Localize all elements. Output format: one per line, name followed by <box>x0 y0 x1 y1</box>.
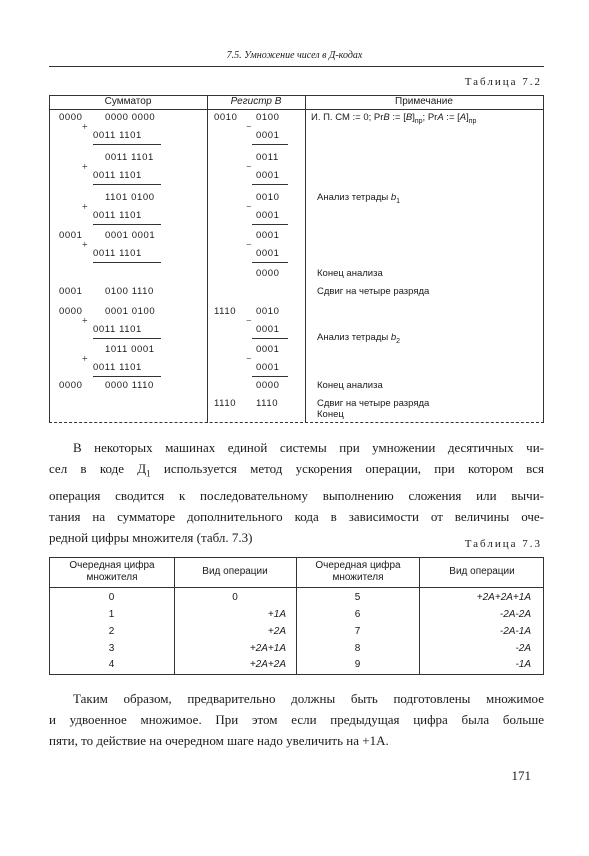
t73-operation: -2A-2A <box>499 609 531 620</box>
t72-reg2: 0010 <box>256 306 280 317</box>
t72-sum: 0011 1101 <box>93 362 142 373</box>
t72-note: Сдвиг на четыре разряда <box>317 286 430 297</box>
t72-reg2: 0011 <box>256 152 279 163</box>
t73-digit: 7 <box>354 626 361 637</box>
t72-sum: 0011 1101 <box>93 210 142 221</box>
t72-plus-sign: + <box>82 354 88 365</box>
t72-plus-sign: + <box>82 316 88 327</box>
t72-underline <box>252 338 288 339</box>
t72-reg2: 0001 <box>256 362 280 373</box>
t72-reg2: 0001 <box>256 248 280 259</box>
page-number: 171 <box>511 768 531 783</box>
t73-digit: 0 <box>108 592 115 603</box>
t73-operation: +1A <box>267 609 286 620</box>
t72-plus-sign: + <box>82 240 88 251</box>
t73-operation: +2A+2A <box>249 659 286 670</box>
t72-sum: 1101 0100 <box>105 192 155 203</box>
t72-reg2: 0000 <box>256 268 280 279</box>
t72-reg2: 0010 <box>256 192 280 203</box>
t72-reg2: 0001 <box>256 130 280 141</box>
t72-minus-sign: − <box>246 202 252 213</box>
t72-sum: 0100 1110 <box>105 286 154 297</box>
t72-plus-sign: + <box>82 202 88 213</box>
t72-reg2: 0001 <box>256 230 280 241</box>
t73-digit: 2 <box>108 626 115 637</box>
table72-left-border <box>49 95 50 423</box>
t72-sum: 1011 0001 <box>105 344 155 355</box>
t72-underline <box>93 184 161 185</box>
table72-header-summator: Сумматор <box>104 96 152 107</box>
t72-sum: 0000 0000 <box>105 112 156 123</box>
t72-note: Конец анализа <box>317 380 383 391</box>
t73-digit: 5 <box>354 592 361 603</box>
paragraph-line: пяти, то действие на очередном шаге надо увеличить на +1A. <box>49 733 389 748</box>
table72-header-register: Регистр B <box>230 96 282 107</box>
paragraph-line: редной цифры множителя (табл. 7.3) <box>49 529 253 545</box>
table73-header-operation-1: Вид операции <box>202 566 268 577</box>
t73-digit: 9 <box>354 659 361 670</box>
t72-minus-sign: − <box>246 240 252 251</box>
table72-caption: Таблица 7.2 <box>464 76 542 88</box>
t72-note: Сдвиг на четыре разряда <box>317 398 430 409</box>
t72-reg2: 0000 <box>256 380 280 391</box>
t72-underline <box>252 376 288 377</box>
t73-digit: 3 <box>108 643 115 654</box>
t72-label: 0001 <box>59 286 83 297</box>
t73-digit: 1 <box>108 609 115 620</box>
t73-digit: 8 <box>354 643 361 654</box>
t72-underline <box>252 224 288 225</box>
t72-label: 0000 <box>59 380 83 391</box>
paragraph-2 <box>49 688 544 751</box>
t72-sum: 0011 1101 <box>105 152 154 163</box>
table72-right-border <box>543 95 544 423</box>
t72-reg2: 0001 <box>256 344 280 355</box>
t73-operation: 0 <box>232 592 238 603</box>
paragraph-line: сел в коде $Д_1$ используется метод ускорения операции, при котором вся <box>49 461 544 479</box>
t72-reg2: 0001 <box>256 170 280 181</box>
paragraph-line: В некоторых машинах единой системы при умножении десятичных чи- <box>73 440 544 455</box>
t72-sum: 0011 1101 <box>93 170 142 181</box>
t73-operation: -2A-1A <box>499 626 531 637</box>
t72-minus-sign: − <box>246 122 252 133</box>
table73-right-border <box>543 557 544 675</box>
t72-underline <box>252 262 288 263</box>
paragraph-line: Таким образом, предварительно должны быть подготовлены множимое <box>73 691 544 706</box>
t72-underline <box>93 376 161 377</box>
t72-minus-sign: − <box>246 354 252 365</box>
t72-plus-sign: + <box>82 162 88 173</box>
t72-reg: 1110 <box>214 306 237 317</box>
t72-reg2: 0001 <box>256 210 280 221</box>
t72-reg: 1110 <box>214 398 237 409</box>
t72-sum: 0001 0100 <box>105 306 156 317</box>
t72-label: 0000 <box>59 112 83 123</box>
header-rule <box>49 66 544 67</box>
t72-label: 0000 <box>59 306 83 317</box>
t72-underline <box>252 184 288 185</box>
t72-label: 0001 <box>59 230 83 241</box>
t72-note: Конец анализа <box>317 268 383 279</box>
table72-header-border <box>49 109 544 110</box>
t72-plus-sign: + <box>82 122 88 133</box>
t73-operation: -2A <box>515 643 531 654</box>
t73-operation: +2A+2A+1A <box>476 592 531 603</box>
t72-minus-sign: − <box>246 316 252 327</box>
t72-underline <box>93 262 161 263</box>
table72-header-note: Примечание <box>395 96 453 107</box>
t72-sum: 0011 1101 <box>93 248 142 259</box>
table73-header-digit-2: Очередная цифра множителя <box>315 560 401 583</box>
t73-digit: 4 <box>108 659 115 670</box>
t72-underline <box>252 144 288 145</box>
running-header: 7.5. Умножение чисел в Д-кодах <box>226 50 363 61</box>
t72-sum: 0011 1101 <box>93 130 142 141</box>
t72-sum: 0000 1110 <box>105 380 154 391</box>
t73-operation: -1A <box>515 659 531 670</box>
t72-note: Анализ тетрады $b_1$ <box>317 192 401 205</box>
t72-sum: 0011 1101 <box>93 324 142 335</box>
paragraph-line: и удвоенное множимое. При этом если предыдущая цифра была больше <box>49 712 544 727</box>
t73-operation: +2A+1A <box>249 643 286 654</box>
paragraph-line: тания на сумматоре дополнительного кода в зависимости от величины оче- <box>49 508 544 524</box>
table73-header-operation-2: Вид операции <box>449 566 515 577</box>
t72-note: Анализ тетрады $b_2$ <box>317 332 401 345</box>
t72-note: И. П. СМ := 0; PrB := $[B]_{пр}$; PrA := $[A]_{пр}$ <box>311 112 477 125</box>
table73-header-digit-1: Очередная цифра множителя <box>69 560 155 583</box>
t72-minus-sign: − <box>246 162 252 173</box>
t72-underline <box>93 338 161 339</box>
t72-reg: 0010 <box>214 112 238 123</box>
table72-bottom-border <box>49 422 544 423</box>
paragraph-line: операция сводится к последовательному выполнению сложения или вычи- <box>49 487 544 503</box>
t72-reg2: 1110 <box>256 398 279 409</box>
t72-underline <box>93 144 161 145</box>
t72-sum: 0001 0001 <box>105 230 156 241</box>
t72-reg2: 0001 <box>256 324 280 335</box>
t72-reg2: 0100 <box>256 112 280 123</box>
table-7-3 <box>49 557 544 675</box>
t72-note: Конец <box>317 409 344 420</box>
t73-digit: 6 <box>354 609 361 620</box>
table72-col-divider-2 <box>305 95 306 423</box>
table73-caption: Таблица 7.3 <box>464 538 542 550</box>
table72-col-divider-1 <box>207 95 208 423</box>
t73-operation: +2A <box>267 626 286 637</box>
t72-underline <box>93 224 161 225</box>
paragraph-1 <box>49 437 544 548</box>
table-7-2 <box>49 95 544 423</box>
